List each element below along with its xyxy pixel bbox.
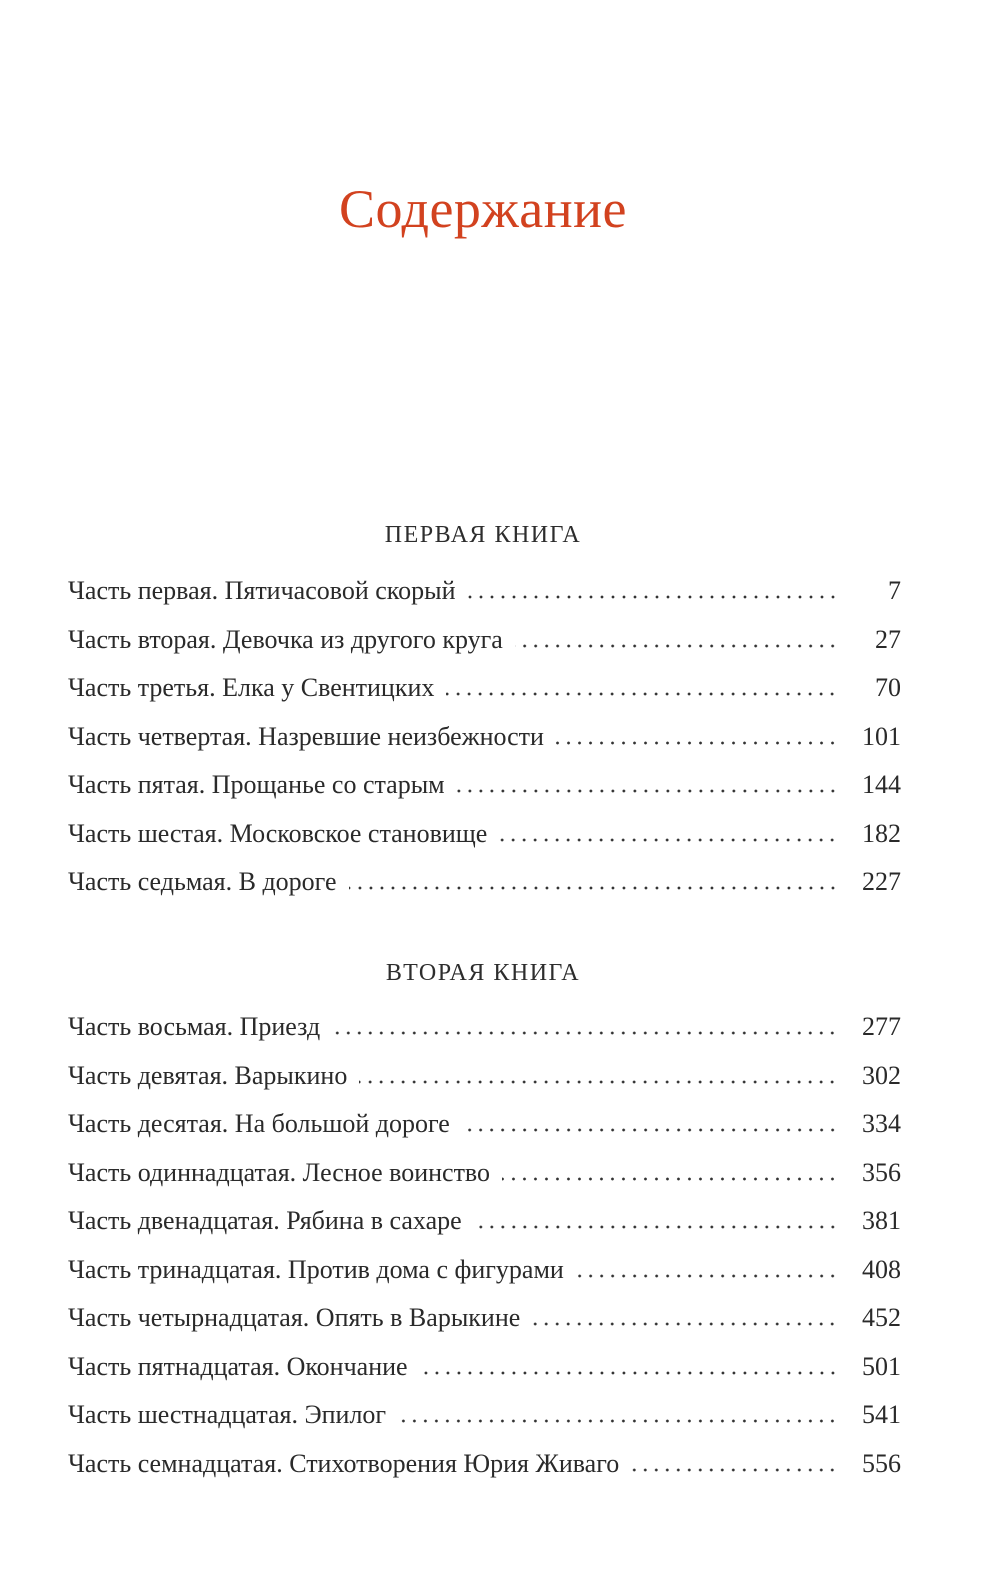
toc-entry[interactable]: [68, 1303, 901, 1352]
toc-entry-label: Часть семнадцатая. Стихотворения Юрия Живаго: [68, 1448, 620, 1478]
dot-leader: [462, 1128, 838, 1132]
toc-entry[interactable]: [68, 867, 901, 916]
dot-leader: [349, 886, 838, 890]
toc-entry-label: Часть шестая. Московское становище: [68, 818, 488, 848]
dot-leader: [474, 1225, 838, 1229]
toc-entry-label: Часть седьмая. В дороге: [68, 867, 337, 896]
toc-entry-page: 7: [888, 576, 901, 605]
toc-entry-label: Часть первая. Пятичасовой скорый: [68, 576, 456, 605]
dot-leader: [457, 789, 838, 793]
dot-leader: [556, 741, 838, 745]
toc-entry-page: 356: [862, 1157, 901, 1187]
toc-entry-page: 334: [862, 1109, 901, 1138]
toc-entry[interactable]: [68, 625, 901, 674]
dot-leader: [499, 838, 838, 842]
toc-entry[interactable]: [68, 1158, 901, 1207]
toc-entry[interactable]: [68, 1061, 901, 1110]
dot-leader: [502, 1177, 838, 1181]
toc-entry-page: 302: [862, 1060, 901, 1090]
toc-entry-label: Часть двенадцатая. Рябина в сахаре: [68, 1206, 462, 1235]
toc-entry-page: 227: [862, 867, 901, 896]
toc-entry-page: 27: [875, 624, 901, 654]
dot-leader: [532, 1322, 838, 1326]
dot-leader: [420, 1371, 838, 1375]
toc-entry-label: Часть третья. Елка у Свентицких: [68, 673, 435, 702]
toc-entry-label: Часть девятая. Варыкино: [68, 1060, 348, 1090]
dot-leader: [468, 595, 839, 599]
dot-leader: [446, 692, 838, 696]
toc-entry[interactable]: [68, 1206, 901, 1255]
dot-leader: [576, 1274, 838, 1278]
dot-leader: [359, 1080, 838, 1084]
page-title: Содержание: [339, 179, 627, 239]
toc-entry[interactable]: [68, 770, 901, 819]
section-heading-book-1: ПЕРВАЯ КНИГА: [384, 522, 582, 548]
toc-entry-page: 277: [862, 1012, 901, 1041]
toc-entry-page: 182: [862, 818, 901, 848]
toc-entry[interactable]: [68, 819, 901, 868]
toc-entry-label: Часть десятая. На большой дороге: [68, 1109, 450, 1138]
toc-list-book-1: [68, 576, 901, 916]
toc-entry-label: Часть одиннадцатая. Лесное воинство: [68, 1157, 491, 1187]
toc-entry[interactable]: [68, 1255, 901, 1304]
toc-entry-label: Часть пятнадцатая. Окончание: [68, 1351, 408, 1381]
toc-entry-page: 408: [862, 1254, 901, 1284]
toc-entry-label: Часть пятая. Прощанье со старым: [68, 770, 445, 799]
dot-leader: [398, 1419, 838, 1423]
toc-entry-page: 452: [862, 1303, 901, 1332]
toc-entry-page: 70: [875, 673, 901, 702]
toc-entry-label: Часть восьмая. Приезд: [68, 1012, 321, 1041]
toc-entry[interactable]: [68, 1109, 901, 1158]
toc-entry[interactable]: [68, 1449, 901, 1498]
toc-entry-page: 501: [862, 1351, 901, 1381]
dot-leader: [332, 1031, 838, 1035]
toc-entry-label: Часть вторая. Девочка из другого круга: [68, 624, 503, 654]
toc-entry[interactable]: [68, 673, 901, 722]
toc-entry[interactable]: [68, 1352, 901, 1401]
toc-entry[interactable]: [68, 722, 901, 771]
toc-entry-page: 144: [862, 770, 901, 799]
toc-entry-label: Часть тринадцатая. Против дома с фигурами: [68, 1254, 564, 1284]
toc-entry[interactable]: [68, 576, 901, 625]
toc-entry-page: 381: [862, 1206, 901, 1235]
dot-leader: [515, 644, 838, 648]
toc-list-book-2: [68, 1012, 901, 1497]
toc-entry-label: Часть шестнадцатая. Эпилог: [68, 1400, 387, 1429]
dot-leader: [631, 1468, 838, 1472]
toc-entry-page: 541: [862, 1400, 901, 1429]
toc-entry-label: Часть четырнадцатая. Опять в Варыкине: [68, 1303, 521, 1332]
section-heading-book-2: ВТОРАЯ КНИГА: [385, 960, 581, 986]
toc-entry[interactable]: [68, 1400, 901, 1449]
toc-entry-label: Часть четвертая. Назревшие неизбежности: [68, 721, 544, 751]
toc-entry[interactable]: [68, 1012, 901, 1061]
toc-entry-page: 556: [862, 1448, 901, 1478]
toc-entry-page: 101: [862, 721, 901, 751]
